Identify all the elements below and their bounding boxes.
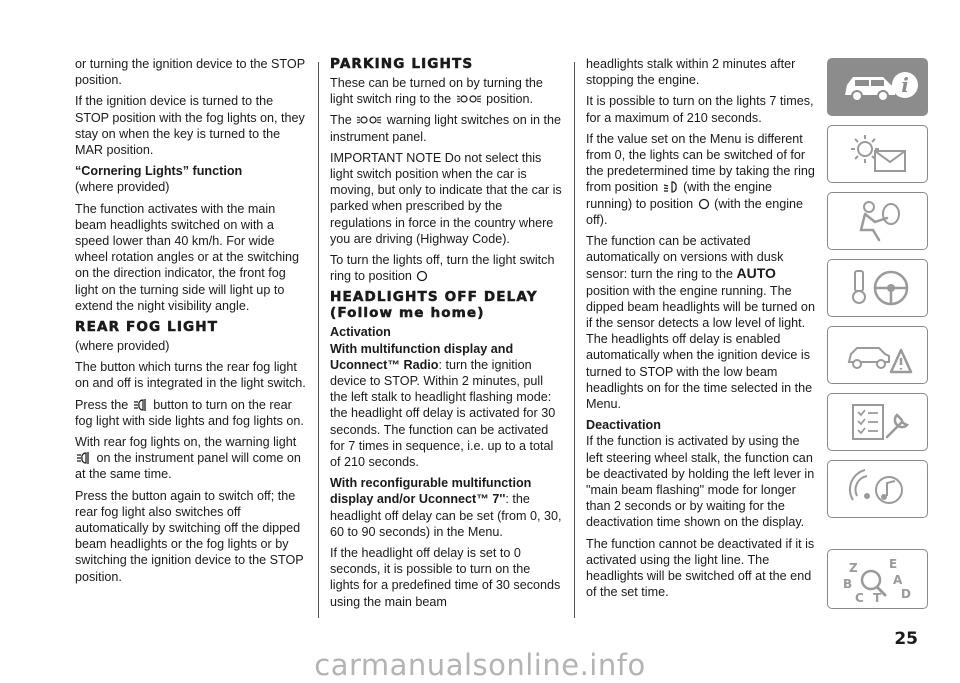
multimedia-icon xyxy=(835,466,921,512)
column-1 xyxy=(75,56,307,590)
index-letters-icon xyxy=(835,554,921,604)
paragraph: If the headlight off delay is set to 0 seconds, it is possible to turn on the lights for a predefined time of 30 seconds using the main beam xyxy=(330,546,561,609)
svg-text:i: i xyxy=(900,73,909,97)
rear-fog-light-icon xyxy=(133,399,149,411)
sidebar-tab-starting-driving[interactable] xyxy=(827,259,928,317)
text: To turn the lights off, turn the light switch ring to position xyxy=(330,253,555,284)
column-3 xyxy=(586,56,818,606)
paragraph: If the function is activated by using the left steering wheel stalk, the function can be deactivated by holding the left lever in "main beam flashing" mode for longer than 2 seconds or by waiting for the deactivation time shown on the display. xyxy=(586,434,815,530)
text: If the value set on the Menu is different from 0, the lights can be switched of for the predetermined time by taking the ring from position xyxy=(586,131,815,195)
index-letter: B xyxy=(842,577,852,591)
sidebar-tab-emergency[interactable] xyxy=(827,326,928,384)
paragraph: IMPORTANT NOTE Do not select this light switch position when the car is moving, but only to indicate that the car is parked when prescribed by the regulations in force in the country where you are driving (Highway Code). xyxy=(330,150,562,246)
text: button to turn on the rear fog light with side lights and fog lights on. xyxy=(75,397,304,428)
paragraph: The function cannot be deactivated if it is activated using the light line. The headlights will be switched off at the end of the set time. xyxy=(586,536,815,600)
paragraph xyxy=(330,491,562,540)
index-letter: A xyxy=(892,573,902,587)
text-bold: display and/or Uconnect™ 7'' xyxy=(330,492,506,507)
paragraph: or turning the ignition device to the STOP position. xyxy=(75,57,305,88)
sidebar-tab-safety[interactable] xyxy=(827,192,928,250)
paragraph xyxy=(75,397,307,429)
airbag-safety-icon xyxy=(835,198,921,244)
text: position with the engine running. The dipped beam headlights will be turned on if the sensor detects a low level of light. The headlights off delay is enabled automatically when the ignition device is turned to STOP with the low beam headlights on for the time selected in the Menu. xyxy=(586,283,815,412)
sidebar-tab-car-info[interactable] xyxy=(827,58,928,116)
parking-lights-icon xyxy=(456,93,482,105)
text: on the instrument panel will come on at the same time. xyxy=(75,451,301,482)
index-letter: T xyxy=(872,591,881,604)
paragraph xyxy=(330,112,562,144)
parking-lights-icon xyxy=(356,114,382,126)
heading-parking-lights: PARKING LIGHTS xyxy=(330,56,474,72)
maintenance-icon xyxy=(835,399,921,445)
text: With rear fog lights on, the warning light xyxy=(75,435,297,450)
off-position-icon xyxy=(698,198,710,210)
text: The function can be activated automatically on versions with dusk sensor: turn the ring to the xyxy=(586,234,784,282)
paragraph xyxy=(330,252,562,284)
paragraph: (where provided) xyxy=(75,180,170,195)
paragraph: The button which turns the rear fog light on and off is integrated in the light switch. xyxy=(75,360,306,391)
emergency-icon xyxy=(835,332,921,378)
text: These can be turned on by turning the light switch ring to the xyxy=(330,76,543,107)
heading-line: HEADLIGHTS OFF DELAY xyxy=(330,289,538,306)
paragraph: It is possible to turn on the lights 7 times, for a maximum of 210 seconds. xyxy=(586,94,814,125)
text: Press the xyxy=(75,397,129,412)
text: (with the engine running) to position xyxy=(586,180,773,211)
text: position. xyxy=(486,92,534,107)
index-letter: E xyxy=(888,557,897,571)
sidebar-tab-warning-lights[interactable] xyxy=(827,125,928,183)
heading-line: (Follow me home) xyxy=(330,305,485,322)
paragraph xyxy=(330,357,562,470)
heading-rear-fog-light: REAR FOG LIGHT xyxy=(75,319,219,336)
paragraph xyxy=(330,75,562,107)
heading-headlights-off-delay xyxy=(330,289,562,321)
paragraph xyxy=(75,434,307,483)
paragraph xyxy=(586,131,818,228)
car-info-icon xyxy=(835,65,921,109)
subheading-cornering-lights: “Cornering Lights” function xyxy=(75,164,243,179)
paragraph: If the ignition device is turned to the STOP position with the fog lights on, they stay on when the key is turned to the MAR position. xyxy=(75,94,305,158)
column-2 xyxy=(330,56,562,615)
subheading-uconnect-radio: With multifunction display and xyxy=(330,341,514,356)
text: : the headlight off delay can be set (from 0, 30, 60 to 90 seconds) in the Menu. xyxy=(330,492,562,539)
sidebar-tab-multimedia[interactable] xyxy=(827,460,928,518)
index-letter: C xyxy=(854,591,864,604)
text: The xyxy=(330,113,352,128)
sidebar-tab-maintenance[interactable] xyxy=(827,393,928,451)
column-divider xyxy=(318,62,319,618)
dipped-beam-icon xyxy=(663,181,679,193)
text-bold: Uconnect™ Radio xyxy=(330,357,439,372)
subheading-activation: Activation xyxy=(330,325,391,340)
subheading-reconfigurable-display: With reconfigurable multifunction xyxy=(330,476,532,491)
paragraph xyxy=(586,233,818,412)
index-letter: D xyxy=(900,587,911,601)
paragraph: Press the button again to switch off; the rear fog light also switches off automatically by switching off the dipped beam headlights or the fog lights or by switching the ignition device to the STOP position. xyxy=(75,488,304,584)
rear-fog-light-icon xyxy=(76,452,92,464)
off-position-icon xyxy=(416,270,428,282)
index-letter: Z xyxy=(848,561,858,575)
paragraph: (where provided) xyxy=(75,339,170,354)
text: warning light switches on in the instrument panel. xyxy=(330,113,562,144)
warning-lights-icon xyxy=(835,131,921,177)
paragraph: The function activates with the main beam headlights switched on with a speed lower than 40 km/h. For wide wheel rotation angles or at the switching on the direction indicator, the front fog light on the turning side will light up to extend the night visibility angle. xyxy=(75,201,300,313)
text: : turn the ignition device to STOP. Within 2 minutes, pull the left stalk to headlight flashing mode: the headlight off delay is activated for 30 seconds. The function can be activated for 7 times in sequence, i.e. up to a total of 210 seconds. xyxy=(330,357,556,470)
starting-driving-icon xyxy=(835,265,921,311)
column-divider xyxy=(574,62,575,618)
watermark: carmanualsonline.info xyxy=(314,648,646,682)
subheading-deactivation: Deactivation xyxy=(586,418,661,433)
sidebar-tab-index[interactable] xyxy=(827,549,928,609)
page-number: 25 xyxy=(894,629,918,649)
auto-label: AUTO xyxy=(736,265,776,282)
text: (with the engine off). xyxy=(586,196,804,227)
paragraph: headlights stalk within 2 minutes after stopping the engine. xyxy=(586,57,796,88)
